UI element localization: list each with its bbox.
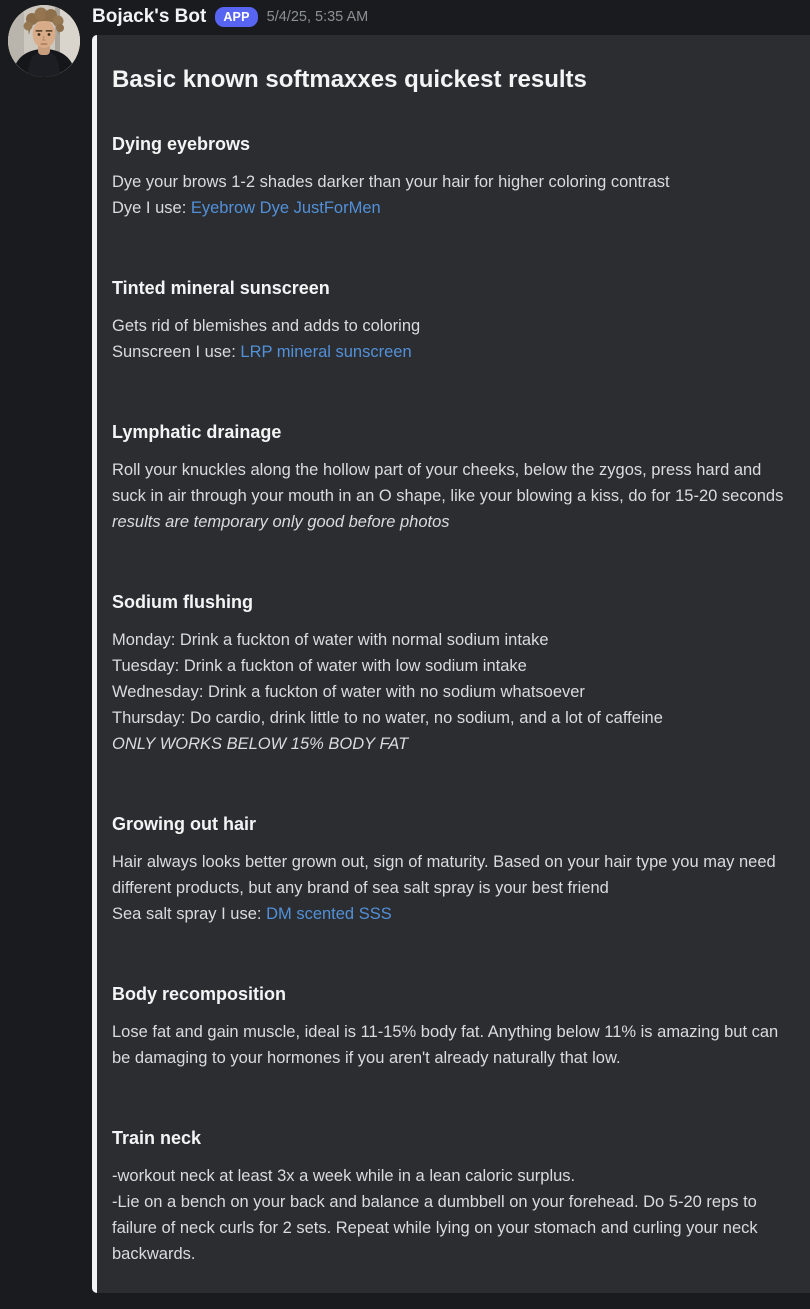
embed-section	[112, 421, 790, 535]
section-body	[112, 457, 790, 535]
text-line: Monday: Drink a fuckton of water with normal sodium intake	[112, 631, 549, 649]
text-line: -Lie on a bench on your back and balance a dumbbell on your forehead. Do 5-20 reps to failure of neck curls for 2 sets. Repeat while lying on your stomach and curling your neck backwards.	[112, 1193, 758, 1263]
section-heading: Body recomposition	[112, 984, 287, 1004]
embed-sections	[112, 133, 790, 1267]
text-line: Thursday: Do cardio, drink little to no water, no sodium, and a lot of caffeine	[112, 709, 663, 727]
section-heading: Tinted mineral sunscreen	[112, 278, 330, 298]
section-heading: Lymphatic drainage	[112, 422, 282, 442]
embed-section	[112, 813, 790, 927]
section-heading: Dying eyebrows	[112, 134, 251, 154]
embed-section	[112, 1127, 790, 1267]
embed-section	[112, 133, 790, 221]
section-body	[112, 849, 790, 927]
app-badge: APP	[215, 7, 257, 27]
embed-section	[112, 983, 790, 1071]
section-heading: Growing out hair	[112, 814, 256, 834]
embed-section	[112, 277, 790, 365]
section-heading: Sodium flushing	[112, 592, 253, 612]
section-body	[112, 313, 790, 365]
note-line: results are temporary only good before photos	[112, 513, 450, 531]
timestamp: 5/4/25, 5:35 AM	[266, 9, 369, 25]
text-line: Wednesday: Drink a fuckton of water with no sodium whatsoever	[112, 683, 585, 701]
text-line: Lose fat and gain muscle, ideal is 11-15% body fat. Anything below 11% is amazing but can be damaging to your hormones if you aren't already naturally that low.	[112, 1023, 779, 1067]
text-line: Tuesday: Drink a fuckton of water with low sodium intake	[112, 657, 527, 675]
text-line	[112, 901, 790, 927]
text-line: -workout neck at least 3x a week while in a lean caloric surplus.	[112, 1167, 576, 1185]
product-link[interactable]: LRP mineral sunscreen	[240, 343, 412, 361]
author-name[interactable]: Bojack's Bot	[92, 6, 207, 27]
avatar-image	[8, 5, 80, 77]
text-line: Dye your brows 1-2 shades darker than your hair for higher coloring contrast	[112, 173, 670, 191]
note-line: ONLY WORKS BELOW 15% BODY FAT	[112, 735, 409, 753]
embed-content	[97, 35, 810, 1293]
link-prefix: Sea salt spray I use:	[112, 905, 267, 923]
product-link[interactable]: Eyebrow Dye JustForMen	[190, 199, 381, 217]
text-line: Gets rid of blemishes and adds to coloring	[112, 317, 421, 335]
text-line	[112, 195, 790, 221]
embed	[92, 35, 810, 1293]
message-content	[92, 3, 810, 1293]
section-body	[112, 1019, 790, 1071]
text-line: Hair always looks better grown out, sign of maturity. Based on your hair type you may need different products, but any brand of sea salt spray is your best friend	[112, 853, 776, 897]
section-body	[112, 169, 790, 221]
embed-section	[112, 591, 790, 757]
text-line	[112, 339, 790, 365]
product-link[interactable]: DM scented SSS	[266, 905, 392, 923]
message-header	[92, 3, 810, 31]
avatar[interactable]	[8, 5, 80, 77]
section-body	[112, 627, 790, 757]
link-prefix: Sunscreen I use:	[112, 343, 241, 361]
link-prefix: Dye I use:	[112, 199, 191, 217]
embed-title: Basic known softmaxxes quickest results	[112, 66, 587, 93]
section-heading: Train neck	[112, 1128, 202, 1148]
text-line: Roll your knuckles along the hollow part of your cheeks, below the zygos, press hard and suck in air through your mouth in an O shape, like your blowing a kiss, do for 15-20 seconds	[112, 461, 784, 505]
section-body	[112, 1163, 790, 1267]
